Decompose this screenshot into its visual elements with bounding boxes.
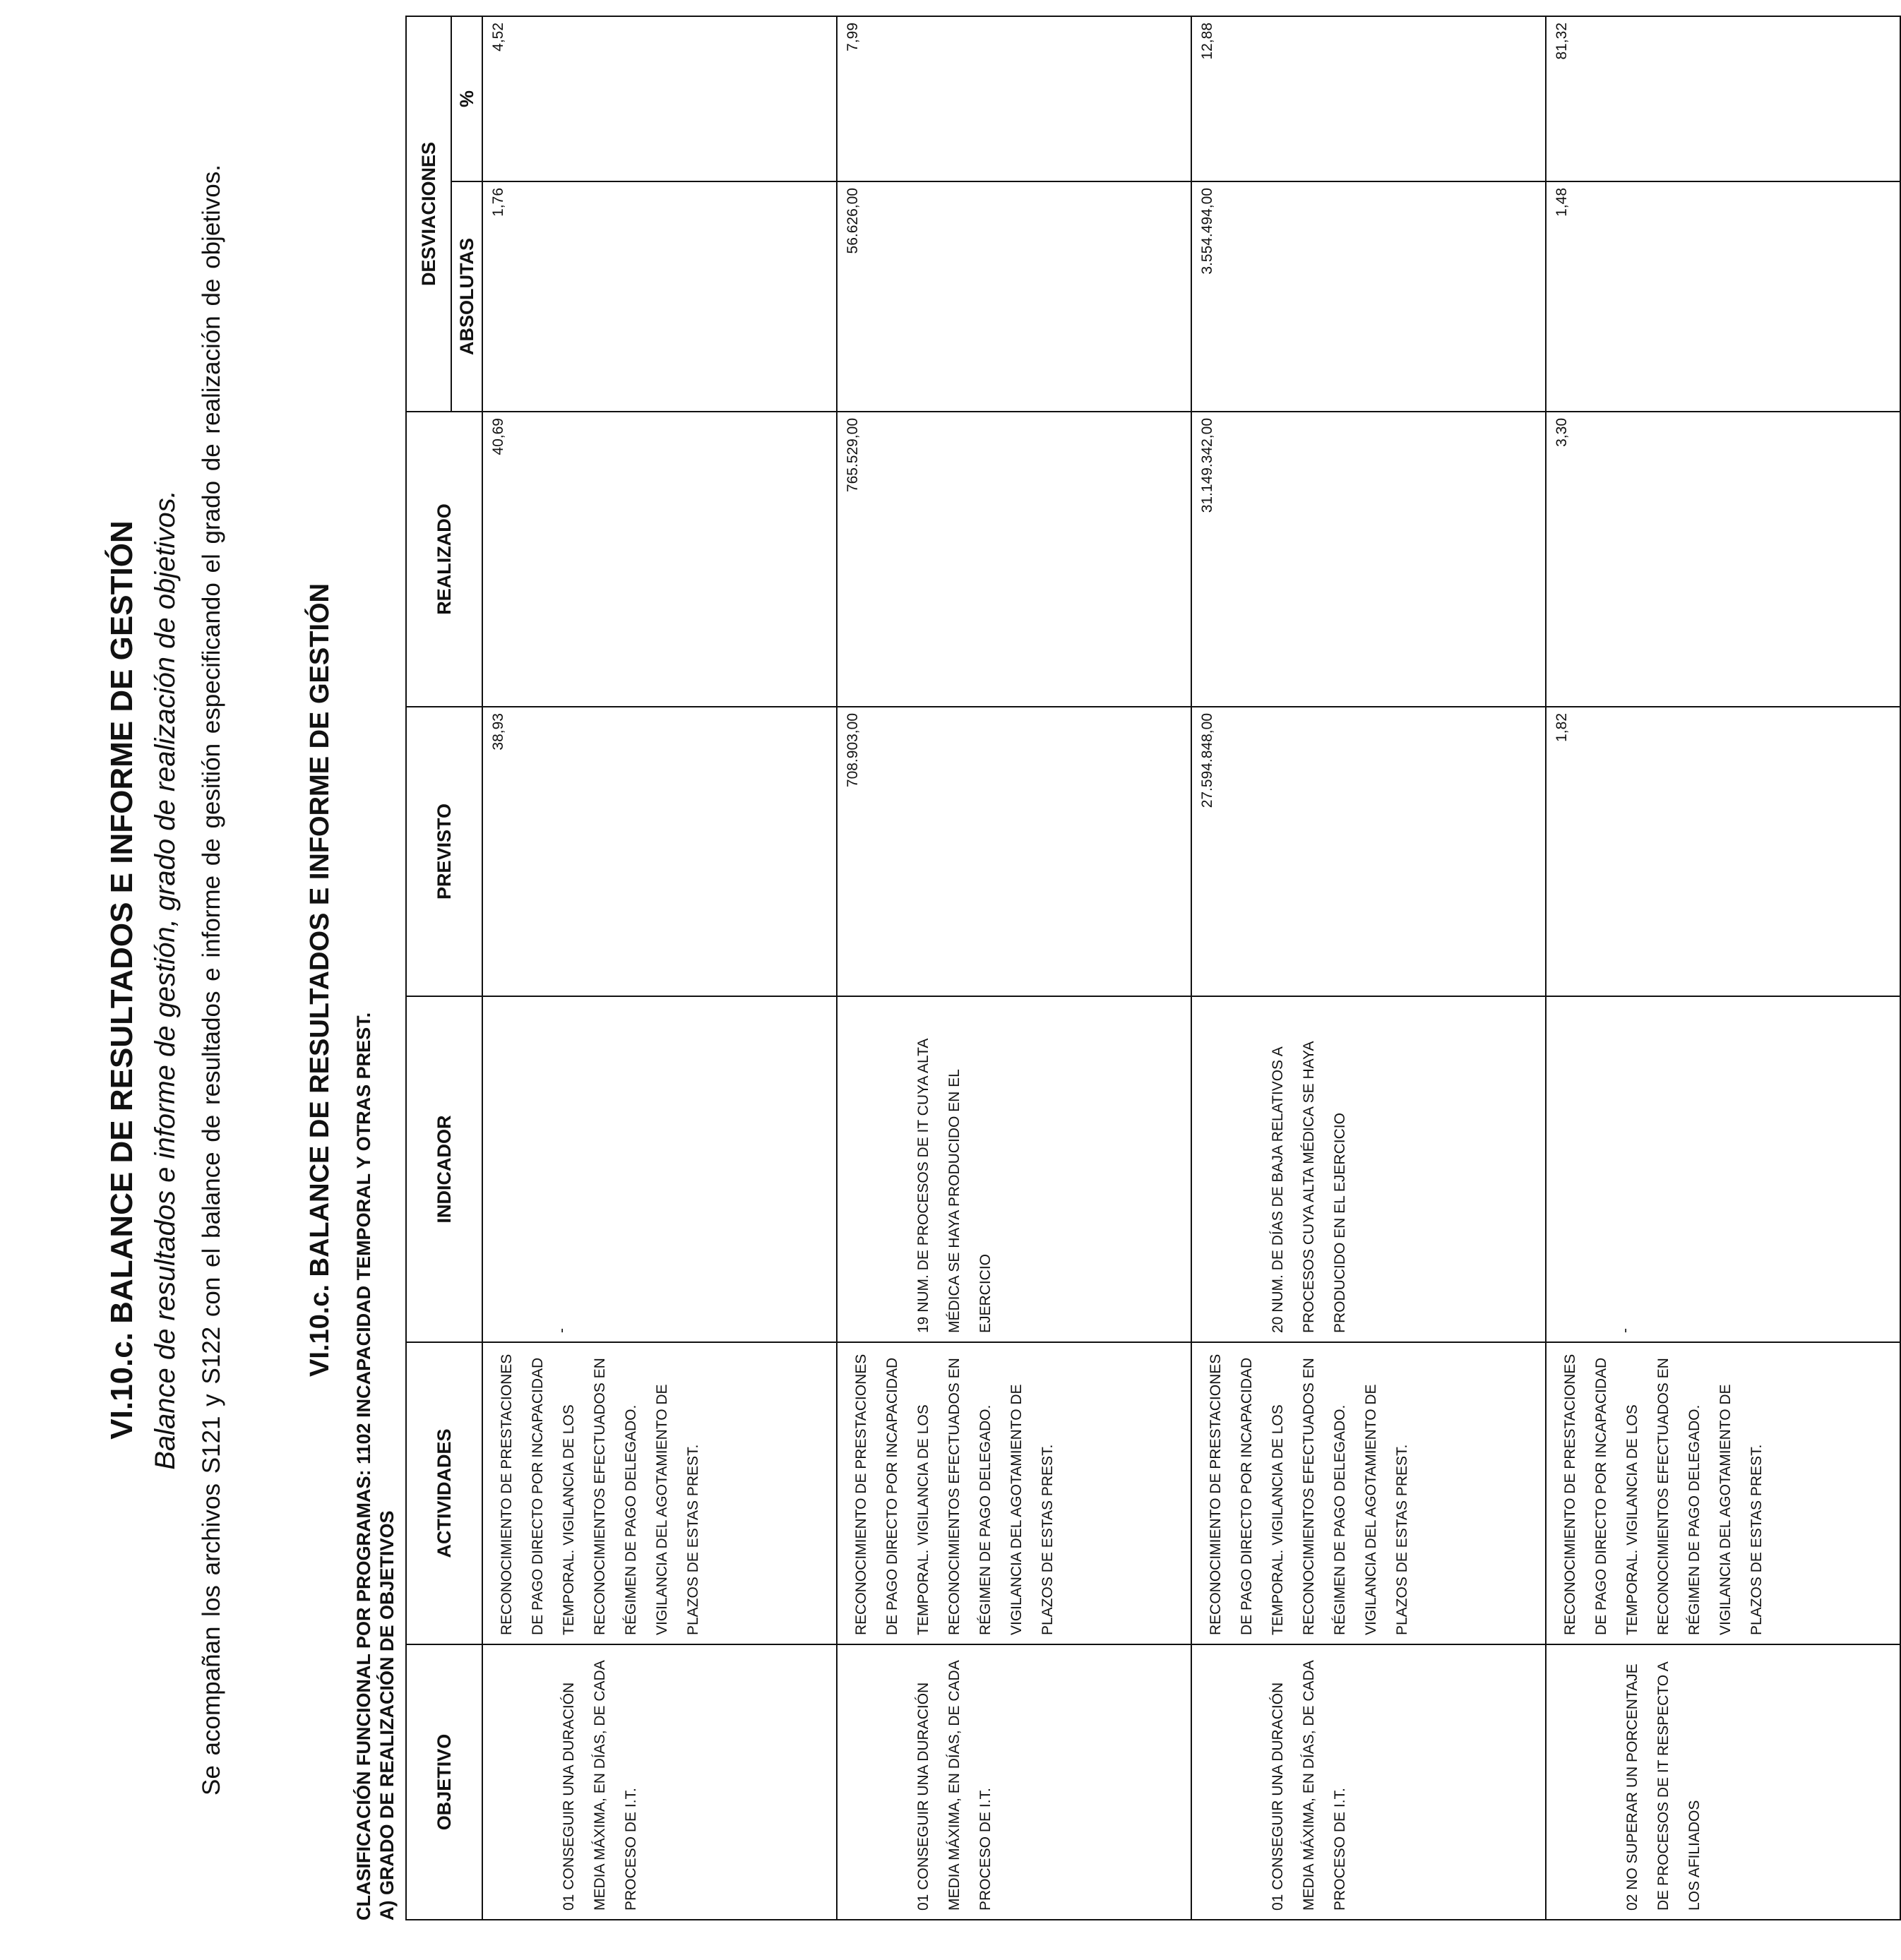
header-indicador: INDICADOR (406, 996, 482, 1342)
subtitle: Balance de resultados e informe de gestión, grado de realización de objetivos. (150, 490, 181, 1470)
cell-realizado: 40,69 (482, 412, 837, 707)
cell-previsto: 708.903,00 (837, 707, 1191, 996)
cell-actividades: RECONOCIMIENTO DE PRESTACIONES DE PAGO DIRECTO POR INCAPACIDAD TEMPORAL. VIGILANCIA DE LOS RECONOCIMIENTOS EFECTUADOS EN RÉGIMEN DE PAGO DELEGADO. VIGILANCIA DEL AGOTAMIENTO DE PLAZOS DE ESTAS PREST. (482, 1342, 837, 1644)
cell-absolutas: 1,48 (1546, 181, 1900, 412)
cell-porcentaje: 12,88 (1191, 16, 1546, 181)
table-row (482, 16, 837, 1920)
header-desviaciones: DESVIACIONES (406, 16, 451, 412)
header-realizado: REALIZADO (406, 412, 482, 707)
cell-previsto: 1,82 (1546, 707, 1900, 996)
table-row (837, 16, 1191, 1920)
cell-objetivo: 01 CONSEGUIR UNA DURACIÓN MEDIA MÁXIMA, EN DÍAS, DE CADA PROCESO DE I.T. (1191, 1644, 1546, 1920)
cell-actividades: RECONOCIMIENTO DE PRESTACIONES DE PAGO DIRECTO POR INCAPACIDAD TEMPORAL. VIGILANCIA DE LOS RECONOCIMIENTOS EFECTUADOS EN RÉGIMEN DE PAGO DELEGADO. VIGILANCIA DEL AGOTAMIENTO DE PLAZOS DE ESTAS PREST. (1191, 1342, 1546, 1644)
section-title: VI.10.c. BALANCE DE RESULTADOS E INFORME DE GESTIÓN (305, 583, 335, 1377)
cell-indicador: 19 NUM. DE PROCESOS DE IT CUYA ALTA MÉDICA SE HAYA PRODUCIDO EN EL EJERCICIO (837, 996, 1191, 1342)
cell-indicador: 20 NUM. DE DÍAS DE BAJA RELATIVOS A PROCESOS CUYA ALTA MÉDICA SE HAYA PRODUCIDO EN EL EJERCICIO (1191, 996, 1546, 1342)
cell-realizado: 765.529,00 (837, 412, 1191, 707)
cell-actividades: RECONOCIMIENTO DE PRESTACIONES DE PAGO DIRECTO POR INCAPACIDAD TEMPORAL. VIGILANCIA DE LOS RECONOCIMIENTOS EFECTUADOS EN RÉGIMEN DE PAGO DELEGADO. VIGILANCIA DEL AGOTAMIENTO DE PLAZOS DE ESTAS PREST. (837, 1342, 1191, 1644)
cell-porcentaje: 7,99 (837, 16, 1191, 181)
header-actividades: ACTIVIDADES (406, 1342, 482, 1644)
header-previsto: PREVISTO (406, 707, 482, 996)
cell-realizado: 3,30 (1546, 412, 1900, 707)
cell-porcentaje: 81,32 (1546, 16, 1900, 181)
intro-text: Se acompañan los archivos S121 y S122 con el balance de resultados e informe de gesitión especificando el grado de realización de objetivos. (198, 165, 225, 1795)
cell-objetivo: 02 NO SUPERAR UN PORCENTAJE DE PROCESOS DE IT RESPECTO A LOS AFILIADOS (1546, 1644, 1900, 1920)
cell-realizado: 31.149.342,00 (1191, 412, 1546, 707)
cell-porcentaje: 4,52 (482, 16, 837, 181)
cell-objetivo: 01 CONSEGUIR UNA DURACIÓN MEDIA MÁXIMA, EN DÍAS, DE CADA PROCESO DE I.T. (837, 1644, 1191, 1920)
cell-absolutas: 1,76 (482, 181, 837, 412)
cell-absolutas: 3.554.494,00 (1191, 181, 1546, 412)
table-row (1546, 16, 1900, 1920)
cell-previsto: 38,93 (482, 707, 837, 996)
main-title: VI.10.c. BALANCE DE RESULTADOS E INFORME DE GESTIÓN (105, 520, 139, 1440)
table-row (1191, 16, 1546, 1920)
cell-indicador: - (1546, 996, 1900, 1342)
cell-absolutas: 56.626,00 (837, 181, 1191, 412)
cell-previsto: 27.594.848,00 (1191, 707, 1546, 996)
classification-line: CLASIFICACIÓN FUNCIONAL POR PROGRAMAS: 1102 INCAPACIDAD TEMPORAL Y OTRAS PREST. (353, 1012, 374, 1920)
objectives-heading: A) GRADO DE REALIZACIÓN DE OBJETIVOS (376, 1510, 398, 1920)
cell-objetivo: 01 CONSEGUIR UNA DURACIÓN MEDIA MÁXIMA, EN DÍAS, DE CADA PROCESO DE I.T. (482, 1644, 837, 1920)
header-objetivo: OBJETIVO (406, 1644, 482, 1920)
header-absolutas: ABSOLUTAS (451, 181, 482, 412)
header-porcentaje: % (451, 16, 482, 181)
cell-actividades: RECONOCIMIENTO DE PRESTACIONES DE PAGO DIRECTO POR INCAPACIDAD TEMPORAL. VIGILANCIA DE LOS RECONOCIMIENTOS EFECTUADOS EN RÉGIMEN DE PAGO DELEGADO. VIGILANCIA DEL AGOTAMIENTO DE PLAZOS DE ESTAS PREST. (1546, 1342, 1900, 1644)
cell-indicador: - (482, 996, 837, 1342)
objectives-table (405, 16, 1901, 1920)
